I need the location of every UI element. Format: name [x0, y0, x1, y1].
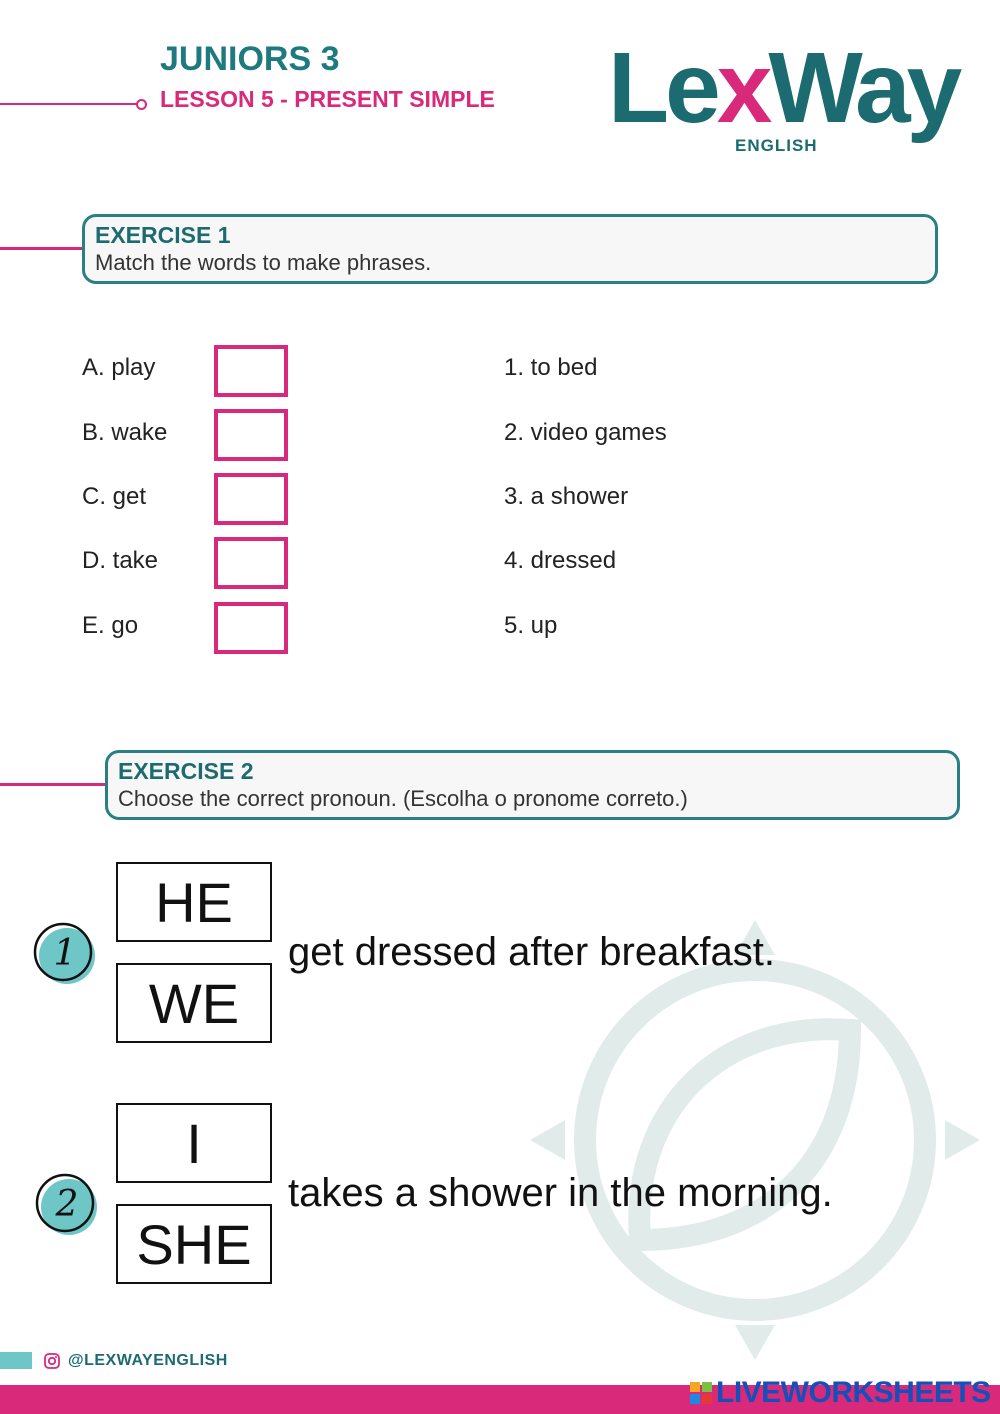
- svg-text:1: 1: [53, 933, 77, 974]
- lexway-logo: [608, 32, 959, 146]
- left-item-d: D. take: [82, 547, 159, 574]
- lexway-wordmark: LexWay: [608, 32, 959, 144]
- question-1-number-badge: [32, 921, 98, 987]
- lexway-watermark-graphic: [520, 910, 990, 1370]
- left-item-b: B. wake: [82, 419, 168, 446]
- lexway-logo-subtitle: ENGLISH: [735, 136, 818, 155]
- liveworksheets-label: LIVEWORKSHEETS: [716, 1376, 991, 1409]
- answer-box-a[interactable]: [214, 345, 288, 397]
- exercise2-accent-line: [0, 783, 108, 786]
- right-item-1: 1. to bed: [504, 354, 598, 381]
- exercise1-accent-line: [0, 247, 84, 250]
- svg-text:2: 2: [55, 1184, 79, 1225]
- header-divider-dot: [136, 99, 147, 110]
- left-item-c: C. get: [82, 483, 147, 510]
- answer-box-e[interactable]: [214, 602, 288, 654]
- question-1-option-we[interactable]: WE: [116, 963, 272, 1043]
- exercise1-instruction: Match the words to make phrases.: [95, 250, 432, 275]
- social-handle[interactable]: @LEXWAYENGLISH: [68, 1352, 228, 1369]
- exercise2-title: EXERCISE 2: [118, 758, 254, 784]
- question-2-option-i[interactable]: I: [116, 1103, 272, 1183]
- footer-teal-block: [0, 1352, 32, 1369]
- question-2-number-badge: [34, 1172, 100, 1238]
- right-item-2: 2. video games: [504, 419, 667, 446]
- right-item-5: 5. up: [504, 612, 558, 639]
- header-divider-line: [0, 103, 140, 105]
- liveworksheets-logo[interactable]: [690, 1376, 991, 1410]
- lesson-title: LESSON 5 - PRESENT SIMPLE: [160, 86, 495, 112]
- instagram-icon: [44, 1353, 60, 1369]
- right-item-3: 3. a shower: [504, 483, 629, 510]
- answer-box-c[interactable]: [214, 473, 288, 525]
- left-item-e: E. go: [82, 612, 139, 639]
- question-2-sentence: takes a shower in the morning.: [288, 1171, 833, 1215]
- exercise2-header: [105, 750, 960, 820]
- left-item-a: A. play: [82, 354, 156, 381]
- question-2-option-she[interactable]: SHE: [116, 1204, 272, 1284]
- right-item-4: 4. dressed: [504, 547, 617, 574]
- exercise1-header: [82, 214, 938, 284]
- exercise2-instruction: Choose the correct pronoun. (Escolha o pronome correto.): [118, 786, 688, 811]
- question-1-option-he[interactable]: HE: [116, 862, 272, 942]
- answer-box-b[interactable]: [214, 409, 288, 461]
- answer-box-d[interactable]: [214, 537, 288, 589]
- question-1-sentence: get dressed after breakfast.: [288, 930, 775, 974]
- liveworksheets-icon: [690, 1382, 712, 1404]
- exercise1-title: EXERCISE 1: [95, 222, 231, 248]
- course-title: JUNIORS 3: [160, 40, 340, 78]
